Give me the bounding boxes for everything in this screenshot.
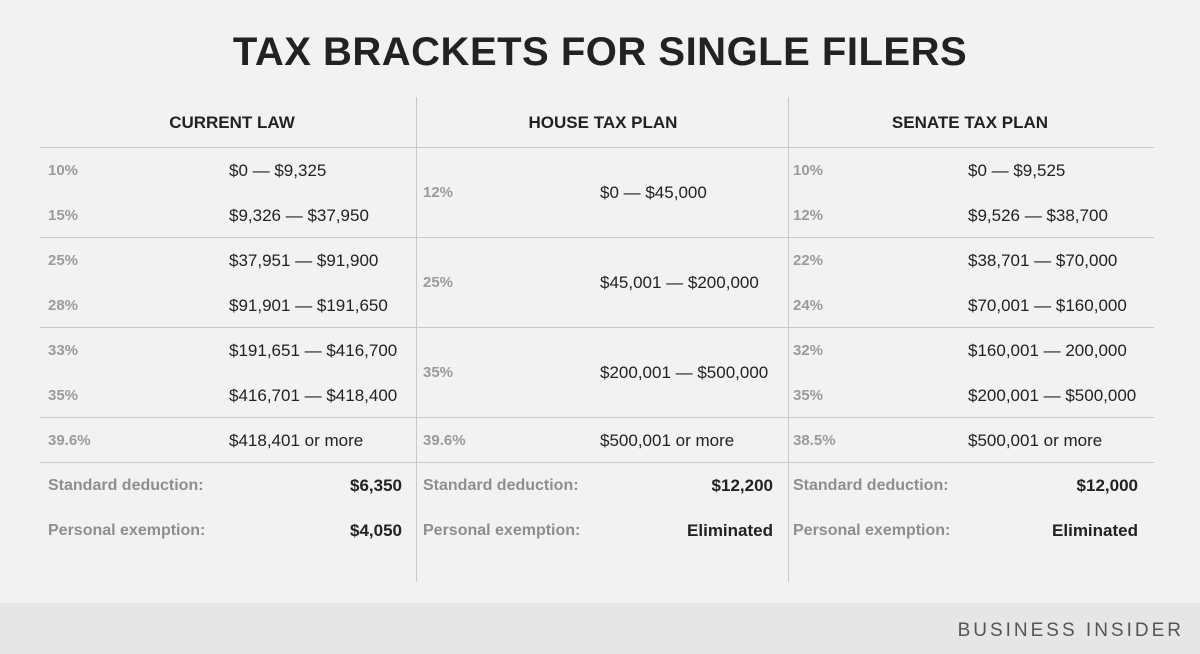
personal-exemption-value: $4,050 [350, 521, 402, 540]
bracket-rate: 22% [793, 252, 824, 269]
row-divider [40, 327, 1154, 328]
bracket-rate: 15% [48, 207, 79, 224]
bracket-range: $0 — $45,000 [600, 183, 707, 202]
standard-deduction-value: $12,000 [1076, 476, 1138, 495]
bracket-range: $200,001 — $500,000 [600, 363, 769, 382]
personal-exemption-label: Personal exemption: [793, 522, 951, 539]
bracket-range: $500,001 or more [600, 431, 735, 450]
row-divider [40, 237, 1154, 238]
bracket-range: $160,001 — 200,000 [968, 341, 1127, 360]
personal-exemption-value: Eliminated [687, 521, 773, 540]
bracket-range: $416,701 — $418,400 [229, 386, 398, 405]
bracket-rate: 25% [423, 274, 454, 291]
bracket-rate: 12% [423, 184, 454, 201]
footer-bar [0, 603, 1200, 654]
column-header-house-plan: HOUSE TAX PLAN [528, 113, 678, 132]
brand-logo-text: BUSINESS INSIDER [957, 620, 1184, 641]
standard-deduction-value: $6,350 [350, 476, 402, 495]
bracket-range: $45,001 — $200,000 [600, 273, 759, 292]
bracket-rate: 39.6% [423, 432, 466, 449]
standard-deduction-label: Standard deduction: [423, 477, 579, 494]
row-divider [40, 462, 1154, 463]
bracket-range: $0 — $9,525 [968, 161, 1066, 180]
bracket-range: $38,701 — $70,000 [968, 251, 1118, 270]
bracket-range: $9,326 — $37,950 [229, 206, 369, 225]
bracket-rate: 35% [793, 387, 824, 404]
bracket-rate: 10% [48, 162, 79, 179]
column-divider [788, 97, 789, 582]
bracket-range: $37,951 — $91,900 [229, 251, 379, 270]
bracket-rate: 28% [48, 297, 79, 314]
bracket-range: $9,526 — $38,700 [968, 206, 1108, 225]
bracket-range: $91,901 — $191,650 [229, 296, 388, 315]
bracket-rate: 39.6% [48, 432, 91, 449]
row-divider [40, 147, 1154, 148]
bracket-rate: 24% [793, 297, 824, 314]
bracket-range: $200,001 — $500,000 [968, 386, 1137, 405]
bracket-range: $191,651 — $416,700 [229, 341, 398, 360]
column-divider [416, 97, 417, 582]
personal-exemption-value: Eliminated [1052, 521, 1138, 540]
bracket-rate: 25% [48, 252, 79, 269]
standard-deduction-label: Standard deduction: [793, 477, 949, 494]
column-header-senate-plan: SENATE TAX PLAN [891, 113, 1049, 132]
column-header-current-law: CURRENT LAW [169, 113, 295, 132]
bracket-rate: 33% [48, 342, 79, 359]
bracket-range: $500,001 or more [968, 431, 1103, 450]
bracket-rate: 32% [793, 342, 824, 359]
standard-deduction-value: $12,200 [711, 476, 773, 495]
bracket-rate: 35% [48, 387, 79, 404]
personal-exemption-label: Personal exemption: [48, 522, 206, 539]
bracket-rate: 35% [423, 364, 454, 381]
standard-deduction-label: Standard deduction: [48, 477, 204, 494]
chart-title: TAX BRACKETS FOR SINGLE FILERS [232, 30, 968, 74]
bracket-range: $418,401 or more [229, 431, 364, 450]
bracket-rate: 12% [793, 207, 824, 224]
bracket-range: $70,001 — $160,000 [968, 296, 1127, 315]
bracket-rate: 10% [793, 162, 824, 179]
personal-exemption-label: Personal exemption: [423, 522, 581, 539]
row-divider [40, 417, 1154, 418]
bracket-rate: 38.5% [793, 432, 836, 449]
bracket-range: $0 — $9,325 [229, 161, 327, 180]
